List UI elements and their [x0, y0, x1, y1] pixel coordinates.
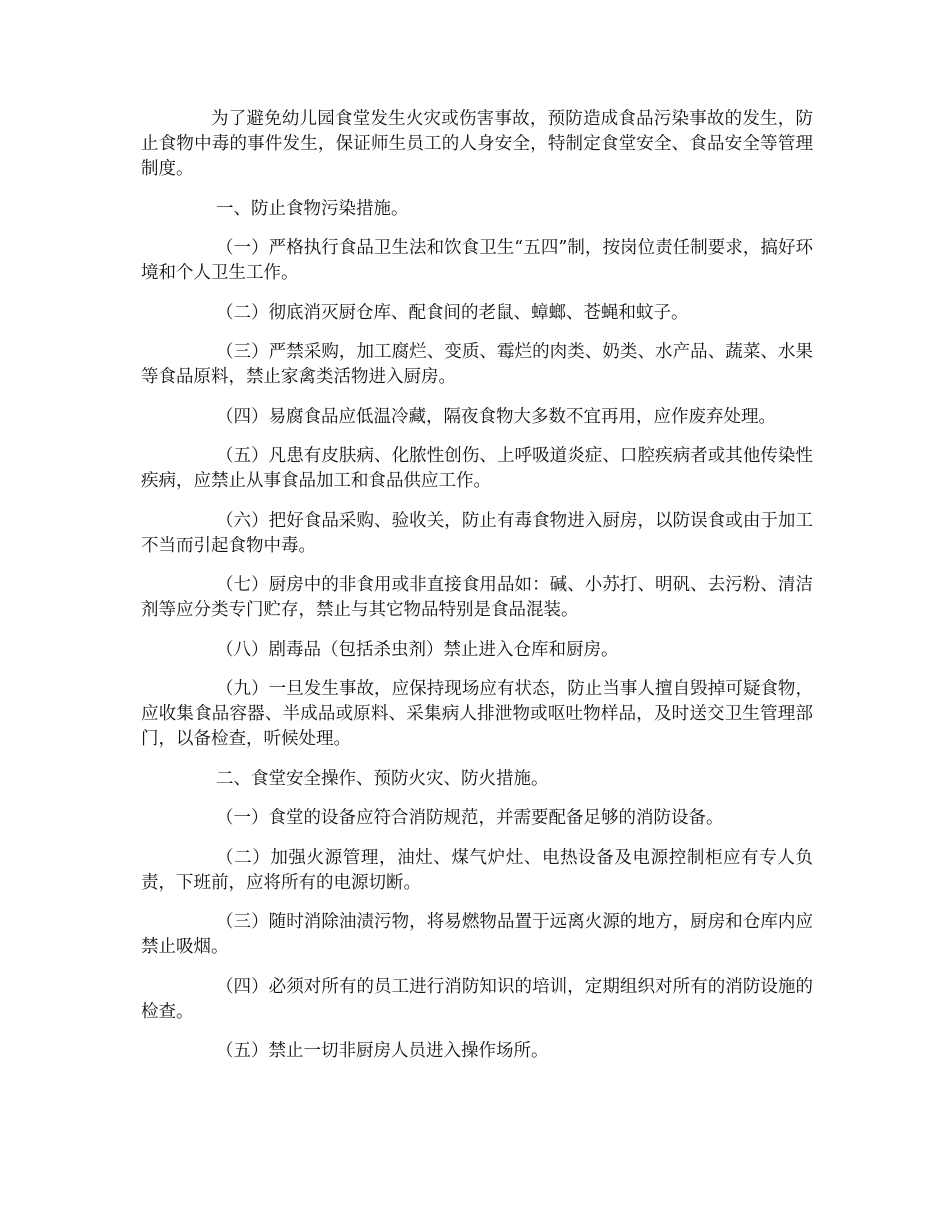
list-item-1: （一）严格执行食品卫生法和饮食卫生“五四”制，按岗位责任制要求，搞好环境和个人卫生工作。 — [141, 238, 813, 283]
list-item-3: （三）严禁采购，加工腐烂、变质、霉烂的肉类、奶类、水产品、蔬菜、水果等食品原料，禁止家禽类活物进入厨房。 — [141, 342, 813, 387]
list-item-7: （七）厨房中的非食用或非直接食用品如：碱、小苏打、明矾、去污粉、清洁剂等应分类专门贮存，禁止与其它物品特别是食品混装。 — [141, 575, 813, 620]
fire-item-2: （二）加强火源管理，油灶、煤气炉灶、电热设备及电源控制柜应有专人负责，下班前，应将所有的电源切断。 — [141, 847, 813, 893]
intro-paragraph: 为了避免幼儿园食堂发生火灾或伤害事故，预防造成食品污染事故的发生，防止食物中毒的事件发生，保证师生员工的人身安全，特制定食堂安全、食品安全等管理制度。 — [141, 109, 813, 179]
fire-item-4: （四）必须对所有的员工进行消防知识的培训，定期组织对所有的消防设施的检查。 — [141, 976, 813, 1022]
section-heading-fire-safety: 二、食堂安全操作、预防火灾、防火措施。 — [216, 768, 549, 789]
list-item-8: （八）剧毒品（包括杀虫剂）禁止进入仓库和厨房。 — [216, 639, 619, 660]
list-item-2: （二）彻底消灭厨仓库、配食间的老鼠、蟑螂、苍蝇和蚊子。 — [216, 302, 689, 323]
list-item-4: （四）易腐食品应低温冷藏，隔夜食物大多数不宜再用，应作废弃处理。 — [216, 406, 776, 427]
document-body — [141, 107, 813, 1079]
list-item-9: （九）一旦发生事故，应保持现场应有状态，防止当事人擅自毁掉可疑食物，应收集食品容器、半成品或原料、采集病人排泄物或呕吐物样品，及时送交卫生管理部门，以备检查，听候处理。 — [141, 679, 813, 749]
fire-item-3: （三）随时消除油渍污物，将易燃物品置于远离火源的地方，厨房和仓库内应禁止吸烟。 — [141, 912, 813, 957]
list-item-6: （六）把好食品采购、验收关，防止有毒食物进入厨房，以防误食或由于加工不当而引起食物中毒。 — [141, 510, 813, 556]
fire-item-1: （一）食堂的设备应符合消防规范，并需要配备足够的消防设备。 — [216, 808, 724, 828]
section-heading-food-contamination: 一、防止食物污染措施。 — [216, 198, 409, 219]
list-item-5: （五）凡患有皮肤病、化脓性创伤、上呼吸道炎症、口腔疾病者或其他传染性疾病，应禁止从事食品加工和食品供应工作。 — [141, 446, 813, 491]
fire-item-5: （五）禁止一切非厨房人员进入操作场所。 — [216, 1041, 549, 1061]
